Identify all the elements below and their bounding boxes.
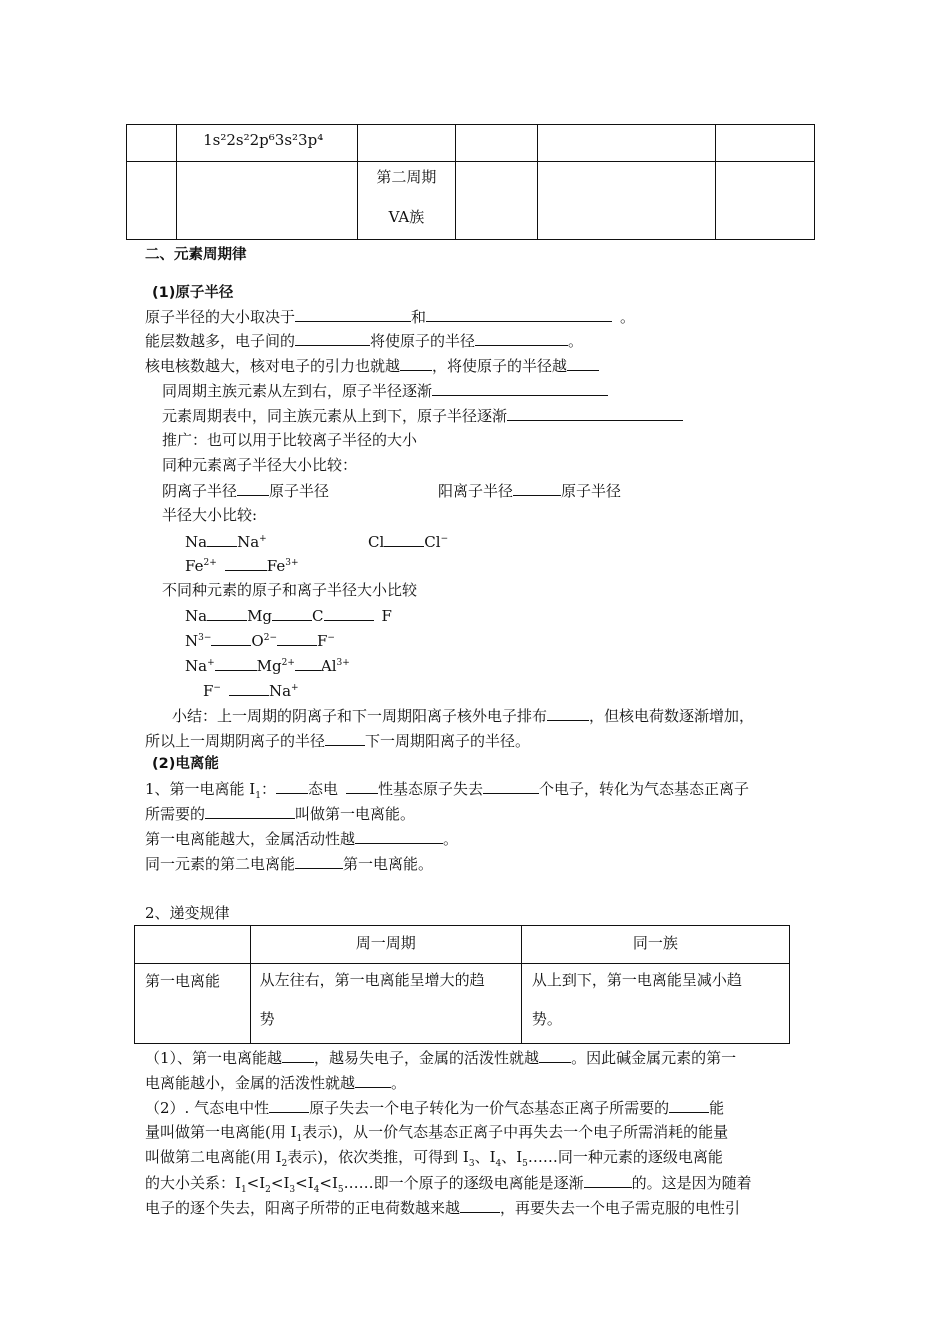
note1-line-2: 电离能越小，金属的活泼性就越 。 <box>145 1074 407 1092</box>
blank <box>215 655 257 671</box>
blank <box>225 555 267 571</box>
ionization-line-4: 同一元素的第二电离能 第一电离能。 <box>145 855 434 873</box>
blank <box>295 853 343 869</box>
trend-header-period: 周一周期 <box>250 926 521 964</box>
blank <box>282 1047 314 1063</box>
ionization-line-1: 1、第一电离能 $I_1$： 态电 性基态原子失去 个电子，转化为气态基态正离子 <box>145 780 750 801</box>
blank <box>400 355 432 371</box>
blank <box>426 306 612 322</box>
blank <box>669 1097 709 1113</box>
blank <box>295 655 321 671</box>
blank <box>355 828 443 844</box>
blank <box>384 531 424 547</box>
radius-line-1: 原子半径的大小取决于 和 。 <box>145 308 636 326</box>
table-cell <box>715 162 814 240</box>
blank <box>483 778 539 794</box>
radius-line-12: 不同种元素的原子和离子半径大小比较 <box>162 581 418 599</box>
compare-cl: Cl Cl− <box>368 533 449 551</box>
note2-line-3: 叫做第二电离能(用 $I_2$表示)，依次类推，可得到 $I_3$、$I_4$、$I_5\dots\dots$同一种元素的逐级电离能 <box>145 1148 723 1169</box>
table-cell-config <box>177 125 358 162</box>
trend-table <box>134 925 790 1044</box>
trend-title: 2、递变规律 <box>145 904 230 922</box>
table-cell-position <box>358 162 456 240</box>
note1-line-1: （1）、第一电离能越 ，越易失电子，金属的活泼性就越 。因此碱金属元素的第一 <box>145 1049 737 1067</box>
element-table <box>126 124 815 240</box>
period-label: 第二周期 <box>376 168 437 186</box>
group-label: VA族 <box>388 208 425 226</box>
blank <box>276 778 308 794</box>
table-cell <box>358 125 456 162</box>
note2-line-2: 量叫做第一电离能(用 $I_1$表示)，从一价气态基态正离子中再失去一个电子所需消耗的能量 <box>145 1123 729 1144</box>
trend-header-group: 同一族 <box>521 926 789 964</box>
radius-line-8a: 阴离子半径 原子半径 <box>162 482 330 500</box>
blank <box>475 330 568 346</box>
compare-f-na: F− Na+ <box>203 682 299 700</box>
blank <box>295 330 370 346</box>
blank <box>207 531 237 547</box>
summary-line-1: 小结：上一周期的阴离子和下一周期阳离子核外电子排布 ，但核电荷数逐渐增加， <box>172 707 755 725</box>
compare-fe: $Fe^{2+}$ $Fe^{3+}$ <box>185 557 299 575</box>
blank <box>325 730 365 746</box>
blank <box>272 605 312 621</box>
table-cell <box>537 162 715 240</box>
blank <box>460 1197 500 1213</box>
subsection-title-ionization: (2)电离能 <box>152 756 219 772</box>
note2-line-4: 的大小关系：$I_1<I_2<I_3<I_4<I_5\dots\dots$即一个原子的逐级电离能是逐渐 的。这是因为随着 <box>145 1174 752 1195</box>
blank <box>229 680 269 696</box>
electron-config: 1s²2s²2p⁶3s²3p⁴ <box>203 131 324 149</box>
blank <box>269 1097 309 1113</box>
blank <box>507 405 683 421</box>
table-cell <box>715 125 814 162</box>
trend-period-text: 从左往右，第一电离能呈增大的趋 势 <box>250 964 521 1044</box>
note2-line-5: 电子的逐个失去，阳离子所带的正电荷数越来越 ，再要失去一个电子需克服的电性引 <box>145 1199 741 1217</box>
radius-line-8b: 阳离子半径 原子半径 <box>438 482 622 500</box>
trend-row-label: 第一电离能 <box>135 964 251 1044</box>
note2-line-1: （2）. 气态电中性 原子失去一个电子转化为一价气态基态正离子所需要的 能 <box>145 1099 725 1117</box>
blank <box>295 306 411 322</box>
table-cell <box>455 162 537 240</box>
radius-line-4: 同周期主族元素从左到右，原子半径逐渐 <box>162 380 608 401</box>
table-cell <box>127 162 177 240</box>
radius-line-5: 元素周期表中，同主族元素从上到下，原子半径逐渐 <box>162 405 683 426</box>
ionization-line-2: 所需要的 叫做第一电离能。 <box>145 805 416 823</box>
table-cell <box>455 125 537 162</box>
blank <box>432 380 608 396</box>
blank <box>277 630 317 646</box>
compare-na: Na Na+ <box>185 533 267 551</box>
table-cell <box>135 926 251 964</box>
table-cell <box>537 125 715 162</box>
blank <box>207 605 247 621</box>
compare-na-mg-c-f: Na Mg C F <box>185 607 392 625</box>
radius-line-9: 半径大小比较: <box>162 506 258 524</box>
radius-line-2: 能层数越多，电子间的 将使原子的半径 。 <box>145 332 584 350</box>
blank <box>211 630 251 646</box>
blank <box>205 803 295 819</box>
trend-group-text: 从上到下，第一电离能呈减小趋 势。 <box>521 964 789 1044</box>
table-cell <box>127 125 177 162</box>
blank <box>355 1072 391 1088</box>
table-cell <box>177 162 358 240</box>
blank <box>539 1047 571 1063</box>
blank <box>547 705 589 721</box>
radius-line-7: 同种元素离子半径大小比较： <box>162 456 358 474</box>
radius-line-6: 推广：也可以用于比较离子半径的大小 <box>162 431 418 449</box>
blank <box>513 480 561 496</box>
ionization-line-3: 第一电离能越大，金属活动性越 。 <box>145 830 459 848</box>
blank <box>324 605 374 621</box>
summary-line-2: 所以上一周期阴离子的半径 下一周期阳离子的半径。 <box>145 732 531 750</box>
blank <box>237 480 269 496</box>
blank <box>346 778 378 794</box>
blank <box>584 1172 632 1188</box>
blank <box>567 355 599 371</box>
subsection-title-radius: (1)原子半径 <box>152 285 234 301</box>
section-title: 二、元素周期律 <box>145 247 247 263</box>
compare-na-mg-al: Na+ $Mg^{2+}$ $Al^{3+}$ <box>185 657 350 675</box>
radius-line-3: 核电核数越大，核对电子的引力也就越 ，将使原子的半径越 <box>145 355 599 376</box>
compare-n-o-f: $N^{3-}$ $O^{2-}$ F− <box>185 632 335 650</box>
